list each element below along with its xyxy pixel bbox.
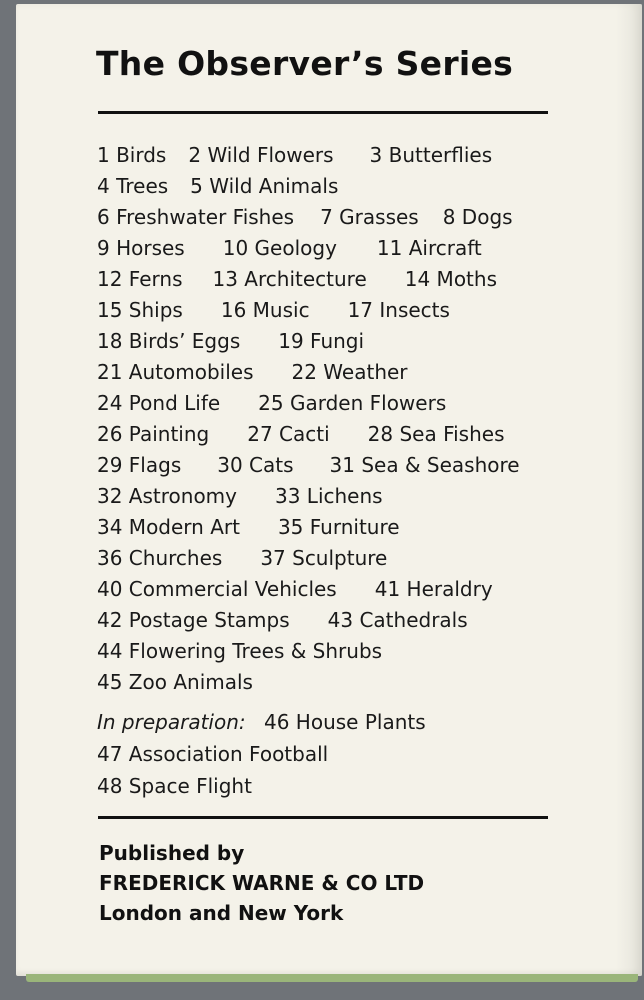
list-item: 10 Geology — [222, 236, 337, 260]
list-row — [97, 667, 567, 698]
list-item: 2 Wild Flowers — [188, 143, 334, 167]
list-row — [97, 357, 567, 388]
list-item: 46 House Plants — [264, 710, 426, 734]
list-row — [97, 605, 567, 636]
list-item: 12 Ferns — [97, 267, 183, 291]
published-by: Published by — [99, 841, 245, 865]
list-item: 48 Space Flight — [97, 774, 252, 798]
publisher-location: London and New York — [99, 901, 344, 925]
list-item: 3 Butterflies — [369, 143, 493, 167]
publisher-name: FREDERICK WARNE & CO LTD — [99, 871, 425, 895]
list-item: 16 Music — [220, 298, 310, 322]
list-row — [97, 140, 567, 171]
list-item: 28 Sea Fishes — [367, 422, 505, 446]
list-row — [97, 512, 567, 543]
list-item: 40 Commercial Vehicles — [97, 577, 337, 601]
bottom-divider — [98, 816, 548, 819]
list-item: 41 Heraldry — [374, 577, 493, 601]
list-item: 30 Cats — [217, 453, 294, 477]
titles-list — [97, 140, 567, 698]
list-item: 4 Trees — [97, 174, 169, 198]
list-item: 19 Fungi — [278, 329, 365, 353]
list-row — [97, 295, 567, 326]
list-row — [97, 264, 567, 295]
list-item: 11 Aircraft — [376, 236, 482, 260]
list-item: 26 Painting — [97, 422, 210, 446]
list-item: 14 Moths — [404, 267, 497, 291]
list-row — [97, 574, 567, 605]
cover-sheen — [616, 4, 642, 976]
list-item: 7 Grasses — [320, 205, 419, 229]
in-preparation-row — [97, 706, 426, 738]
list-item: 17 Insects — [347, 298, 450, 322]
list-row — [97, 171, 567, 202]
list-item: 6 Freshwater Fishes — [97, 205, 295, 229]
list-item: 24 Pond Life — [97, 391, 221, 415]
in-preparation-label: In preparation: — [97, 710, 246, 734]
list-row — [97, 543, 567, 574]
list-item: 13 Architecture — [212, 267, 367, 291]
list-item: 25 Garden Flowers — [258, 391, 447, 415]
list-row — [97, 636, 567, 667]
list-item: 5 Wild Animals — [190, 174, 339, 198]
list-item: 43 Cathedrals — [327, 608, 468, 632]
list-item: 29 Flags — [97, 453, 182, 477]
in-preparation-section — [97, 706, 426, 802]
list-row — [97, 326, 567, 357]
list-item: 35 Furniture — [277, 515, 400, 539]
top-divider — [98, 111, 548, 114]
list-item: 21 Automobiles — [97, 360, 254, 384]
list-item: 33 Lichens — [275, 484, 383, 508]
publisher-block — [99, 838, 424, 928]
list-row — [97, 419, 567, 450]
cover-green-edge — [26, 974, 638, 982]
list-item: 36 Churches — [97, 546, 223, 570]
list-row — [97, 202, 567, 233]
list-item: 37 Sculpture — [260, 546, 388, 570]
list-item: 8 Dogs — [442, 205, 513, 229]
list-row — [97, 233, 567, 264]
series-title: The Observer’s Series — [96, 44, 514, 83]
list-item: 31 Sea & Seashore — [329, 453, 520, 477]
list-item: 44 Flowering Trees & Shrubs — [97, 639, 383, 663]
list-row — [97, 450, 567, 481]
list-row — [97, 481, 567, 512]
list-item: 47 Association Football — [97, 742, 329, 766]
list-item: 9 Horses — [97, 236, 185, 260]
list-item: 22 Weather — [291, 360, 408, 384]
list-item: 1 Birds — [97, 143, 167, 167]
list-item: 18 Birds’ Eggs — [97, 329, 241, 353]
list-item: 42 Postage Stamps — [97, 608, 290, 632]
list-item: 32 Astronomy — [97, 484, 237, 508]
list-item: 27 Cacti — [247, 422, 330, 446]
list-item: 34 Modern Art — [97, 515, 240, 539]
list-item: 15 Ships — [97, 298, 183, 322]
list-row — [97, 388, 567, 419]
list-item: 45 Zoo Animals — [97, 670, 253, 694]
